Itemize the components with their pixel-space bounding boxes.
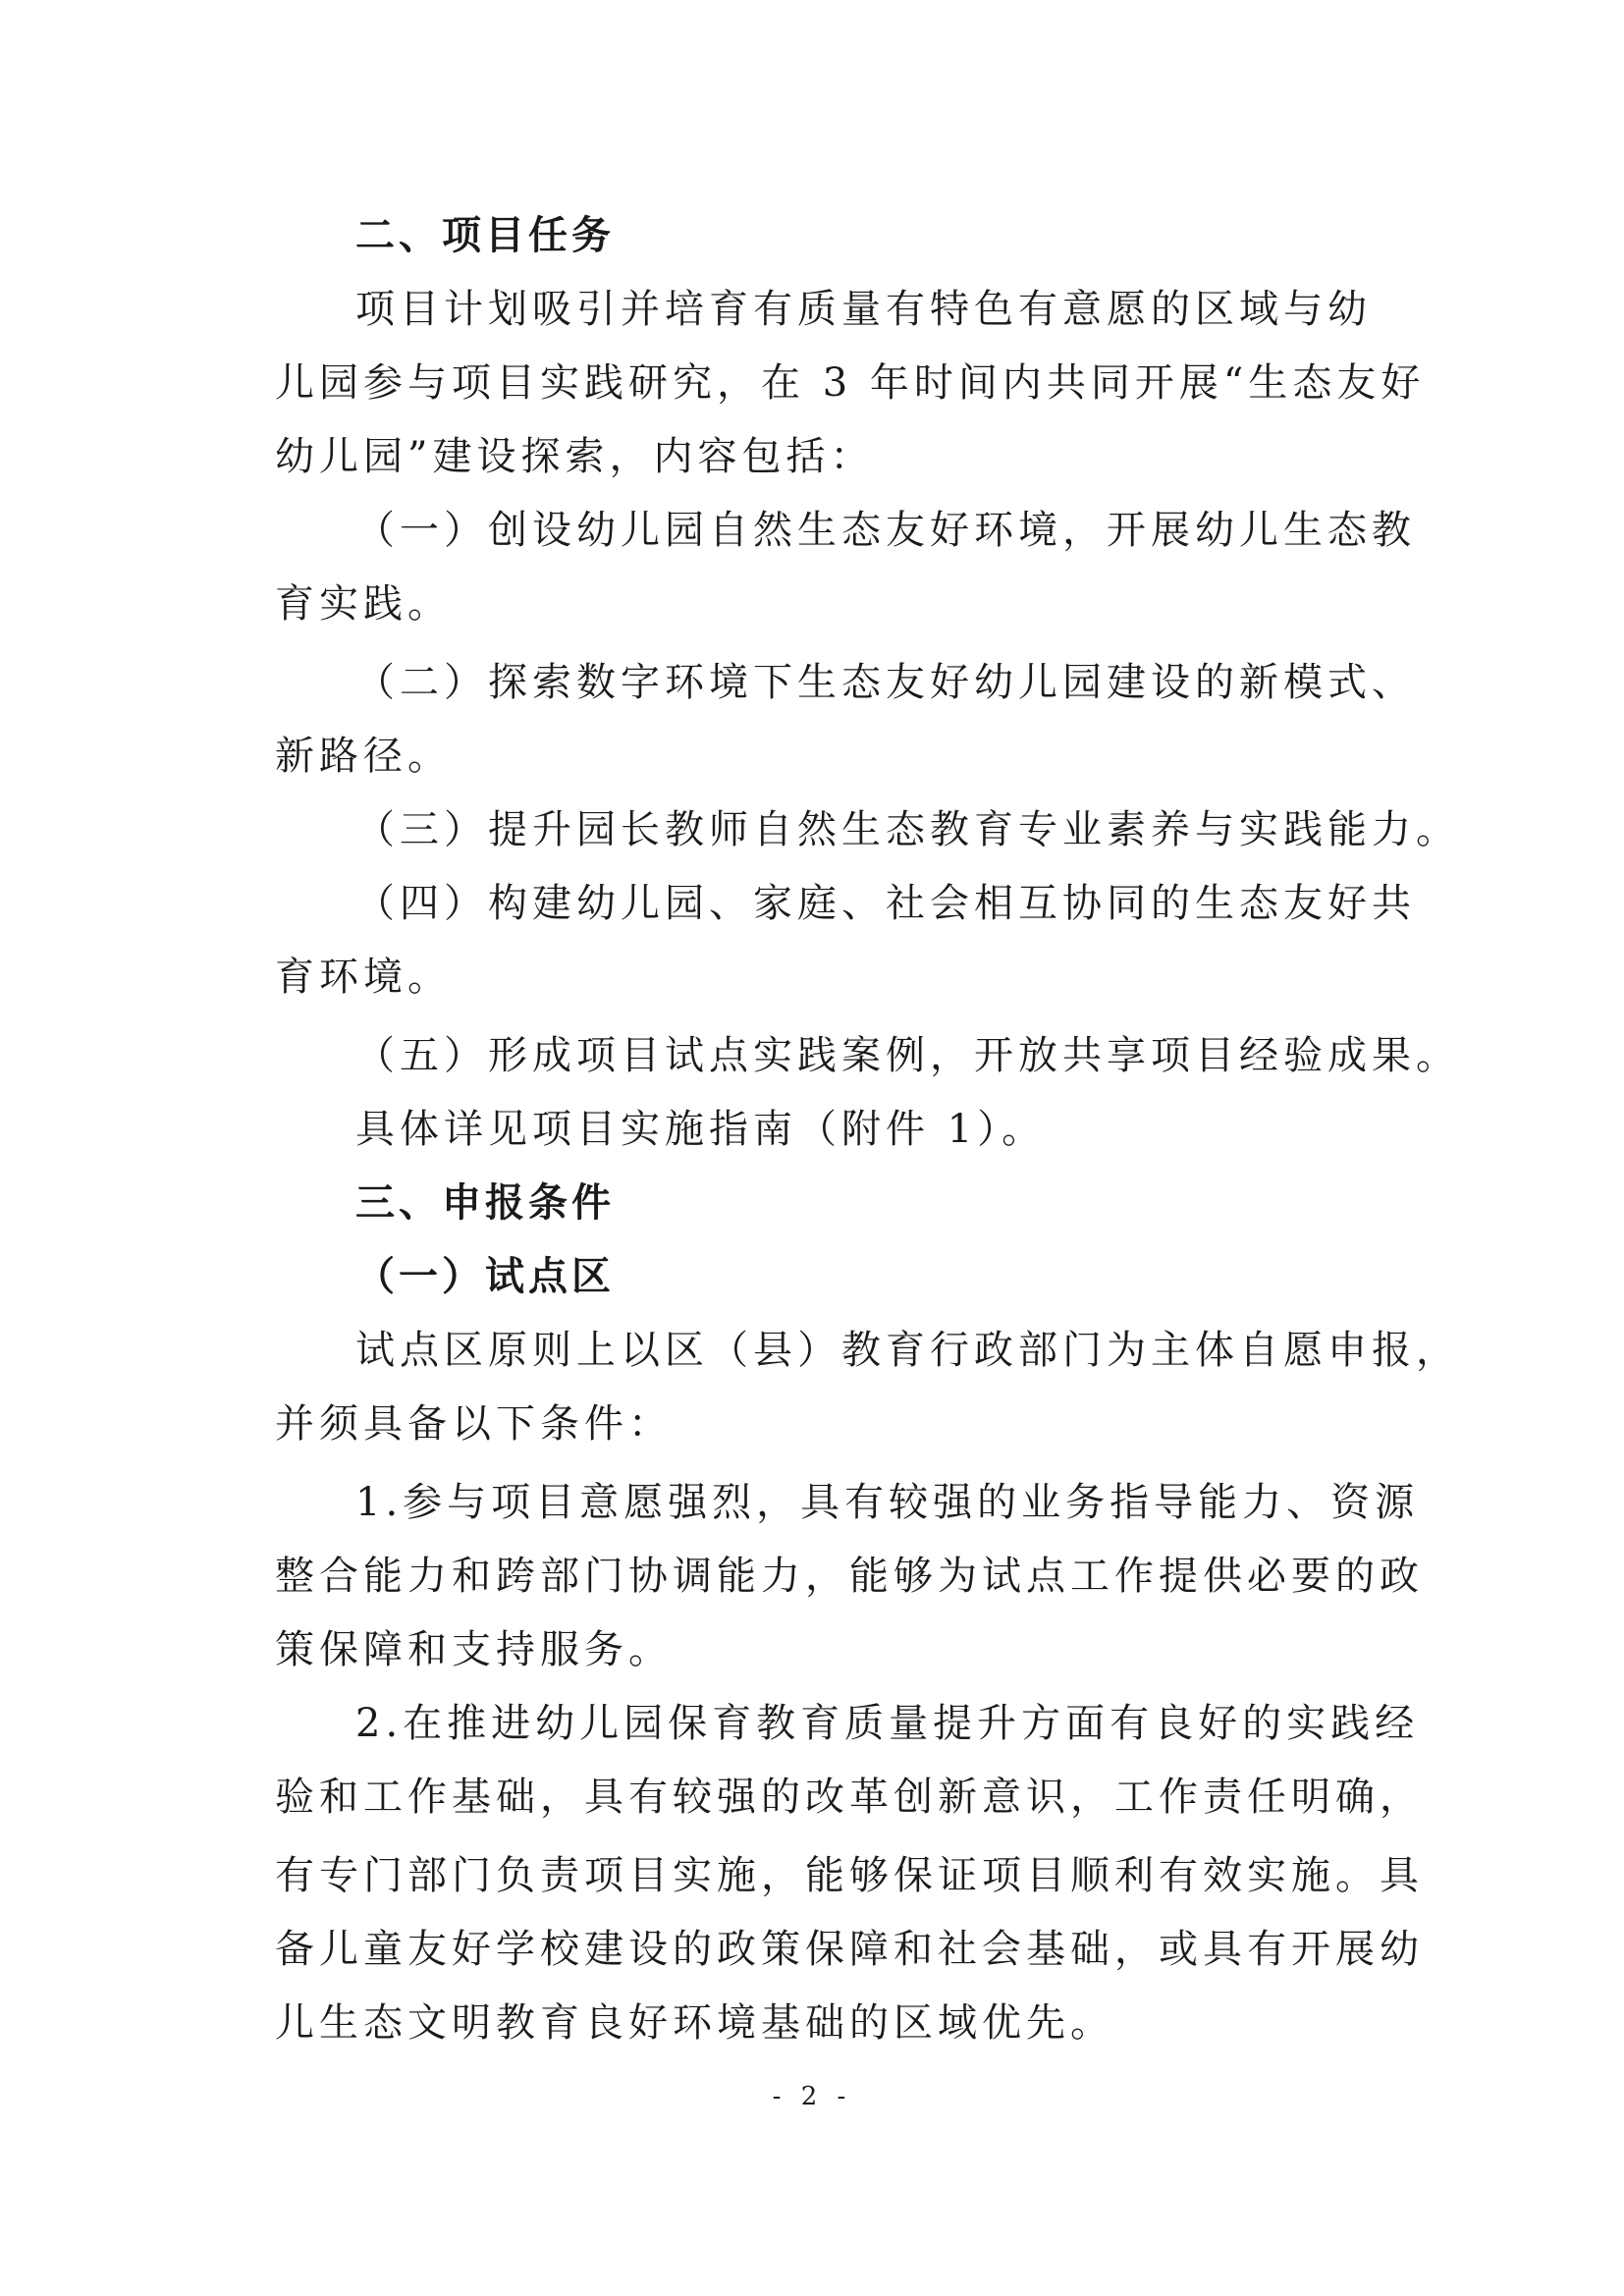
page-number: - 2 - — [772, 2082, 852, 2111]
paragraph-line: 具体详见项目实施指南（附件 1）。 — [355, 1107, 1047, 1152]
condition-line: 备儿童友好学校建设的政策保障和社会基础，或具有开展幼 — [275, 1927, 1424, 1972]
section-heading-application-conditions: 三、申报条件 — [355, 1180, 615, 1226]
condition-line: 1.参与项目意愿强烈，具有较强的业务指导能力、资源 — [355, 1480, 1420, 1525]
condition-line: 儿生态文明教育良好环境基础的区域优先。 — [275, 2000, 1114, 2046]
paragraph-line: 试点区原则上以区（县）教育行政部门为主体自愿申报， — [355, 1328, 1460, 1373]
section-heading-project-tasks: 二、项目任务 — [355, 213, 615, 258]
list-item-line: 育环境。 — [275, 955, 452, 1000]
condition-line: 整合能力和跨部门协调能力，能够为试点工作提供必要的政 — [275, 1554, 1424, 1599]
list-item-line: （三）提升园长教师自然生态教育专业素养与实践能力。 — [355, 807, 1460, 852]
list-item-line: （一）创设幼儿园自然生态友好环境，开展幼儿生态教 — [355, 508, 1416, 553]
list-item-line: 新路径。 — [275, 734, 452, 779]
condition-line: 策保障和支持服务。 — [275, 1627, 673, 1672]
paragraph-line: 并须具备以下条件： — [275, 1401, 673, 1447]
list-item-line: 育实践。 — [275, 581, 452, 627]
list-item-line: （四）构建幼儿园、家庭、社会相互协同的生态友好共 — [355, 881, 1416, 926]
condition-line: 2.在推进幼儿园保育教育质量提升方面有良好的实践经 — [355, 1701, 1420, 1746]
paragraph-line: 儿园参与项目实践研究，在 3 年时间内共同开展“生态友好 — [275, 360, 1426, 406]
paragraph-line: 项目计划吸引并培育有质量有特色有意愿的区域与幼 — [355, 287, 1372, 332]
list-item-line: （五）形成项目试点实践案例，开放共享项目经验成果。 — [355, 1033, 1460, 1078]
sub-heading-pilot-district: （一）试点区 — [355, 1254, 615, 1299]
list-item-line: （二）探索数字环境下生态友好幼儿园建设的新模式、 — [355, 660, 1416, 705]
condition-line: 验和工作基础，具有较强的改革创新意识，工作责任明确， — [275, 1775, 1424, 1820]
condition-line: 有专门部门负责项目实施，能够保证项目顺利有效实施。具 — [275, 1853, 1424, 1898]
paragraph-line: 幼儿园”建设探索，内容包括： — [275, 434, 875, 479]
